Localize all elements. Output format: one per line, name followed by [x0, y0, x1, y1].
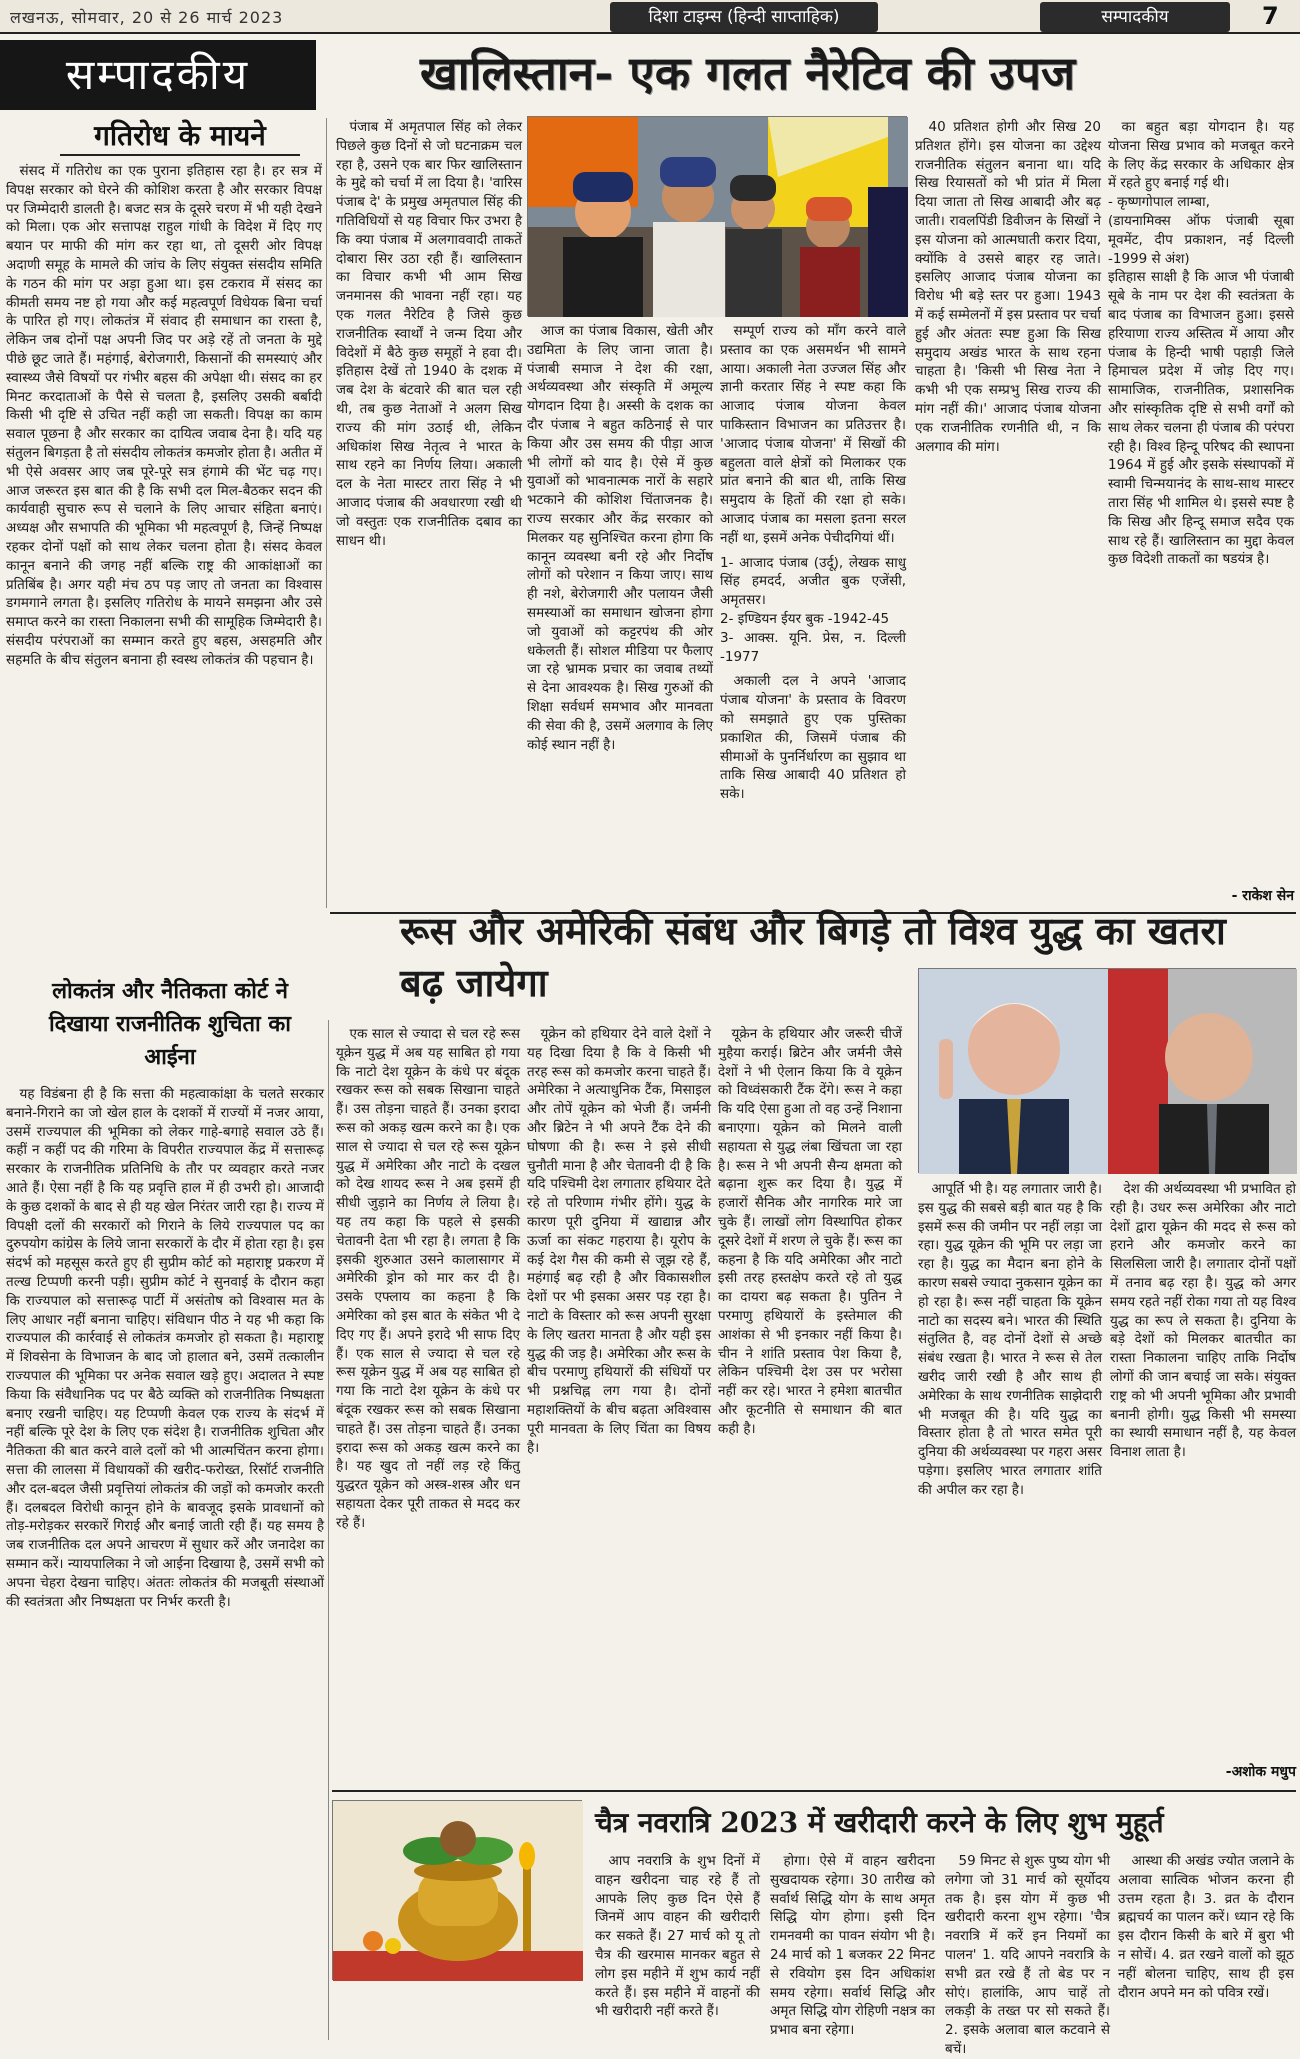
khalistan-column-1	[336, 118, 522, 908]
column-divider	[328, 1020, 329, 2040]
khalistan-column-3	[720, 322, 906, 908]
navratri-column-1	[595, 1852, 760, 2040]
russia-article-headline: रूस और अमेरिकी संबंध और बिगड़े तो विश्व युद्ध का खतरा बढ़ जायेगा	[400, 908, 1226, 1005]
navratri-text-3: 59 मिनट से शुरू पुष्य योग भी लगेगा जो 31 मार्च को सूर्योदय तक है। इस योग में कुछ भी खरीदारी करना शुभ रहेगा। 'चैत्र नवरात्रि में करें इन नियमों का पालन' 1. यदि आपने नवरात्रि के सभी व्रत रखे हैं तो बेड पर न सोएं। हालांकि, आप चाहें तो लकड़ी के तख्त पर सो सकते हैं। 2. इसके अलावा बाल कटवाने से बचें।	[945, 1853, 1110, 2057]
navratri-text-2: होगा। ऐसे में वाहन खरीदना सुखदायक रहेगा। 30 तारीख को सर्वार्थ सिद्धि योग के साथ अमृत सिद्धि योग होगा। इसी दिन रामनवमी का पावन संयोग भी है। 24 मार्च को 1 बजकर 22 मिनट से रवियोग इस दिन अधिकांश समय रहेगा। सर्वार्थ सिद्धि और अमृत सिद्धि योग रोहिणी नक्षत्र का प्रभाव बना रहेगा।	[770, 1853, 935, 2039]
column-divider	[326, 118, 327, 908]
navratri-column-2	[770, 1852, 935, 2040]
khalistan-references: 1- आजाद पंजाब (उर्दू), लेखक साधु सिंह हमदर्द, अजीत बुक एजेंसी, अमृतसर। 2- इण्डियन ईयर बुक -1942-45 3- आक्स. यूनि. प्रेस, न. दिल्ली -1977	[720, 554, 906, 665]
left-article-body	[6, 162, 322, 907]
democracy-article-body	[6, 1085, 324, 2040]
navratri-text-1: आप नवरात्रि के शुभ दिनों में वाहन खरीदना चाह रहे हैं तो आपके लिए कुछ दिन ऐसे हैं जिनमें आप वाहन की खरीदारी कर सकते हैं। 27 मार्च को यू तो चैत्र की खरमास मानकर बहुत से लोग इस महीने में शुभ कार्य नहीं करते हैं। इस महीने में वाहनों की भी खरीदारी नहीं करते हैं।	[595, 1853, 760, 2020]
khalistan-column-5	[1108, 118, 1294, 888]
navratri-photo	[332, 1800, 582, 1980]
russia-text-4: आपूर्ति भी है। यह लगातार जारी है। इस युद्ध की सबसे बड़ी बात यह है कि इसमें रूस की जमीन पर नहीं लड़ा जा रहा। युद्ध यूक्रेन की भूमि पर लड़ा जा रहा है। युद्ध का मैदान बना होने के कारण सबसे ज्यादा नुकसान यूक्रेन का हो रहा है। रूस नहीं चाहता कि यूक्रेन नाटो का सदस्य बने। भारत की स्थिति संतुलित है, वह दोनों देशों से अच्छे संबंध रखता है। भारत ने रूस से तेल खरीद जारी रखी है और साथ ही अमेरिका के साथ रणनीतिक साझेदारी भी मजबूत की है। यदि युद्ध का विस्तार होता है तो भारत समेत पूरी दुनिया की अर्थव्यवस्था पर गहरा असर पड़ेगा। इसलिए भारत लगातार शांति की अपील कर रहा है।	[918, 1181, 1102, 1498]
left-article-headline: गतिरोध के मायने	[60, 118, 300, 156]
russia-column-2	[527, 1025, 711, 1777]
khalistan-text-4: अकाली दल ने अपने 'आजाद पंजाब योजना' के प्रस्ताव के विवरण को समझाते हुए एक पुस्तिका प्रकाशित की, जिसमें पंजाब की सीमाओं के पुनर्निर्धारण का सुझाव था ताकि सिख आबादी 40 प्रतिशत हो सके।	[720, 673, 906, 803]
page-number: 7	[1262, 2, 1279, 30]
russia-text-3: यूक्रेन के हथियार और जरूरी चीजें मुहैया कराई। ब्रिटेन और जर्मनी जैसे देशों ने भी ऐलान किया कि वे यूक्रेन को विध्वंसकारी टैंक देंगे। रूस ने कहा कि यदि ऐसा हुआ तो वह उन्हें निशाना बनाएगा। यूक्रेन को मिलने वाली सहायता से युद्ध लंबा खिंचता जा रहा है। रूस ने भी अपनी सैन्य क्षमता को बढ़ाना शुरू कर दिया है। युद्ध में हजारों सैनिक और नागरिक मारे जा चुके हैं। लाखों लोग विस्थापित होकर दूसरे देशों में शरण ले चुके हैं। रूस का कहना है कि यदि अमेरिका और नाटो इसी तरह हस्तक्षेप करते रहे तो युद्ध का दायरा बढ़ सकता है। पुतिन ने परमाणु हथियारों के इस्तेमाल की आशंका से भी इनकार नहीं किया है। चीन ने शांति प्रस्ताव पेश किया है, लेकिन पश्चिमी देश उस पर भरोसा नहीं कर रहे। भारत ने हमेशा बातचीत और कूटनीति से समाधान की बात कही है।	[718, 1026, 902, 1437]
khalistan-column-2	[527, 322, 713, 908]
russia-text-1: एक साल से ज्यादा से चल रहे रूस यूक्रेन युद्ध में अब यह साबित हो गया कि नाटो देश यूक्रेन के कंधे पर बंदूक रखकर रूस को सबक सिखाना चाहते हैं। उस तोड़ना चाहते हैं। उनका इरादा रूस को अकड़ खत्म करने का है। एक साल से ज्यादा से चल रहे रूस यूक्रेन युद्ध में अमेरिका और नाटो के दखल को देख शायद रूस ने अब इसमें ही सीधी जुड़ाने का निर्णय ले लिया है। यह तय कहा कि पहले से इसकी चेतावनी देता भी रहा है। लगता है कि इसकी शुरुआत उसने कालासागर में अमेरिकी ड्रोन को मार कर दी है। उसके एफ्लाय का कहना है कि अमेरिका को इस बात के संकेत भी दे दिए गए हैं। अपने इरादे भी साफ दिए हैं। एक साल से ज्यादा से चल रहे रूस यूक्रेन युद्ध में अब यह साबित हो गया कि नाटो देश यूक्रेन के कंधे पर बंदूक रखकर रूस को सबक सिखाना चाहते हैं। उस तोड़ना चाहते हैं। उनका इरादा रूस को अकड़ खत्म करने का है। यह खुद तो नहीं लड़ रहे किंतु युद्धरत यूक्रेन को अस्त्र-शस्त्र और धन सहायता देकर पूरी ताकत से मदद कर रहे हैं।	[336, 1026, 520, 1531]
khalistan-text-2: आज का पंजाब विकास, खेती और उद्यमिता के लिए जाना जाता है। पंजाबी समाज ने देश की रक्षा, अर्थव्यवस्था और संस्कृति में अमूल्य योगदान दिया है। अस्सी के दशक का दौर पंजाब ने बहुत कठिनाई से पार किया और उस समय की पीड़ा आज भी लोगों को याद है। ऐसे में कुछ युवाओं को भावनात्मक नारों के सहारे भटकाने की कोशिश चिंताजनक है। राज्य सरकार और केंद्र सरकार को मिलकर यह सुनिश्चित करना होगा कि कानून व्यवस्था बनी रहे और निर्दोष लोगों को परेशान न किया जाए। साथ ही नशे, बेरोजगारी और पलायन जैसी समस्याओं का समाधान खोजना होगा जो युवाओं को कट्टरपंथ की ओर धकेलती हैं। सोशल मीडिया पर फैलाए जा रहे भ्रामक प्रचार का जवाब तथ्यों से देना आवश्यक है। सिख गुरुओं की शिक्षा सर्वधर्म समभाव और मानवता की सेवा की है, उसमें अलगाव के लिए कोई स्थान नहीं है।	[527, 323, 713, 753]
russia-column-3	[718, 1025, 902, 1777]
issue-date: लखनऊ, सोमवार, 20 से 26 मार्च 2023	[10, 8, 284, 27]
khalistan-text-1: पंजाब में अमृतपाल सिंह को लेकर पिछले कुछ दिनों से जो घटनाक्रम चल रहा है, उसने एक बार फिर खालिस्तान के मुद्दे को चर्चा में ला दिया है। 'वारिस पंजाब दे' के प्रमुख अमृतपाल सिंह की गतिविधियों से यह विचार फिर उभरा है कि क्या पंजाब में अलगाववादी ताकतें दोबारा सिर उठा रही हैं। खालिस्तान का विचार कभी भी आम सिख जनमानस की भावना नहीं रहा। यह एक गलत नैरेटिव है जिसे कुछ राजनीतिक स्वार्थों ने जन्म दिया और विदेशों में बैठे कुछ समूहों ने हवा दी। इतिहास देखें तो 1940 के दशक में जब देश के बंटवारे की बात चल रही थी, तब कुछ नेताओं ने अलग सिख राज्य की मांग उठाई थी, लेकिन अधिकांश सिख नेतृत्व ने भारत के साथ रहने का निर्णय लिया। अकाली दल के नेता मास्टर तारा सिंह ने भी आजाद पंजाब की अवधारणा रखी थी जो वस्तुतः एक राजनीतिक दबाव का साधन थी।	[336, 119, 522, 549]
main-headline: खालिस्तान- एक गलत नैरेटिव की उपज	[420, 46, 1076, 100]
leaders-photo	[918, 968, 1296, 1173]
russia-column-1	[336, 1025, 520, 1777]
khalistan-author: - राकेश सेन	[1231, 888, 1294, 904]
democracy-article-headline: लोकतंत्र और नैतिकता कोर्ट ने दिखाया राजनीतिक शुचिता का आईना	[48, 978, 292, 1070]
khalistan-text-6: का बहुत बड़ा योगदान है। यह योजना सिख प्रभाव को मजबूत करने के लिए केंद्र सरकार के अधिकार क्षेत्र में रहते हुए बनाई गई थी। - कृष्णगोपाल लाम्बा, (डायनामिक्स ऑफ पंजाबी सूबा मूवमेंट, दीप प्रकाशन, नई दिल्ली -1999 से अंश) इतिहास साक्षी है कि आज भी पंजाबी सूबे के नाम पर देश की स्वतंत्रता के बाद पंजाब का विभाजन हुआ। इससे हरियाणा राज्य अस्तित्व में आया और पंजाब के हिन्दी भाषी पहाड़ी जिले हिमाचल प्रदेश में जोड़ दिए गए। सामाजिक, राजनीतिक, प्रशासनिक और सांस्कृतिक दृष्टि से सभी वर्गों को साथ लेकर चलना ही पंजाब की परंपरा रही है। विश्व हिन्दू परिषद की स्थापना 1964 में हुई और इसके संस्थापकों में स्वामी चिन्मयानंद के साथ-साथ मास्टर तारा सिंह भी शामिल थे। इससे स्पष्ट है कि सिख और हिन्दू समाज सदैव एक साथ रहे हैं। खालिस्तान का मुद्दा केवल कुछ विदेशी ताकतों का षडयंत्र है।	[1108, 119, 1294, 568]
navratri-photo-graphic	[333, 1801, 583, 1981]
navratri-column-3	[945, 1852, 1110, 2057]
navratri-text-4: आस्था की अखंड ज्योत जलाने के अलावा सात्विक भोजन करना ही उत्तम रहता है। 3. व्रत के दौरान ब्रह्मचर्य का पालन करें। ध्यान रहे कि इस दौरान किसी के बारे में बुरा भी न सोचें। 4. व्रत रखने वालों को झूठ नहीं बोलना चाहिए, साथ ही इस दौरान अपने मन को पवित्र रखें।	[1118, 1853, 1294, 2001]
section-header: सम्पादकीय	[0, 40, 316, 110]
democracy-article-text: यह विडंबना ही है कि सत्ता की महत्वाकांक्षा के चलते सरकार बनाने-गिराने का जो खेल हाल के दशकों में राज्यों में नजर आया, उसमें राज्यपाल की भूमिका को लेकर गाहे-बगाहे सवाल उठे हैं। कहीं न कहीं पद की गरिमा के विपरीत राज्यपाल केंद्र में सत्तारूढ़ सरकार के राजनीतिक प्रतिनिधि के तौर पर व्यवहार करते नजर आते हैं। ऐसा नहीं है कि यह प्रवृत्ति हाल में ही उभरी हो। आजादी के कुछ दशकों के बाद से ही यह खेल निरंतर जारी रहा है। राज्य में विपक्षी दलों की सरकारों को गिराने के लिये राज्यपाल पद का दुरुपयोग कांग्रेस के लिये जाना सरकारों के दौर में होता रहा है। इस संदर्भ को महसूस करते हुए ही सुप्रीम कोर्ट को महाराष्ट्र प्रकरण में तल्ख टिप्पणी करनी पड़ी। सुप्रीम कोर्ट ने सुनवाई के दौरान कहा कि राज्यपाल को सत्तारूढ़ पार्टी में असंतोष को विश्वास मत के लिए आधार नहीं बनाना चाहिए। संविधान पीठ ने यह भी कहा कि राज्यपाल की कार्रवाई से लोकतंत्र कमजोर हो सकता है। महाराष्ट्र में शिवसेना के विभाजन के बाद जो हालात बने, उसमें तत्कालीन राज्यपाल की भूमिका पर अनेक सवाल खड़े हुए। अदालत ने स्पष्ट किया कि संवैधानिक पद पर बैठे व्यक्ति को राजनीतिक निष्पक्षता बनाए रखनी चाहिए। यह टिप्पणी केवल एक राज्य के संदर्भ में नहीं बल्कि पूरे देश के लिए एक संदेश है। राजनीतिक शुचिता और नैतिकता की बात करने वाले दलों को भी आत्मचिंतन करना होगा। सत्ता की लालसा में विधायकों की खरीद-फरोख्त, रिसॉर्ट राजनीति और दल-बदल जैसी प्रवृत्तियां लोकतंत्र की जड़ों को कमजोर करती हैं। दलबदल विरोधी कानून होने के बावजूद इसके प्रावधानों को तोड़-मरोड़कर सरकारें गिराई और बनाई जाती रही हैं। यह समय है जब राजनीतिक दल अपने आचरण में सुधार करें और जनादेश का सम्मान करें। न्यायपालिका ने जो आईना दिखाया है, उसमें सभी को अपना चेहरा देखना चाहिए। अंततः लोकतंत्र की मजबूती संस्थाओं की स्वतंत्रता और निष्पक्षता पर निर्भर करती है।	[6, 1086, 324, 1610]
khalistan-text-5: 40 प्रतिशत होगी और सिख 20 प्रतिशत होंगे। इस योजना का उद्देश्य राजनीतिक संतुलन बनाना था। यदि सिख रियासतों को भी प्रांत में मिला दिया जाता तो सिख आबादी और बढ़ जाती। रावलपिंडी डिवीजन के सिखों ने इस योजना को आत्मघाती करार दिया, क्योंकि वे उससे बाहर रह जाते। इसलिए आजाद पंजाब योजना का विरोध भी बड़े स्तर पर हुआ। 1943 में कई सम्मेलनों में इस प्रस्ताव पर चर्चा हुई और अंततः स्पष्ट हुआ कि सिख समुदाय अखंड भारत के साथ रहना चाहता है। 'किसी भी सिख नेता ने कभी भी एक सम्प्रभु सिख राज्य की मांग नहीं की।' आजाद पंजाब योजना एक राजनीतिक रणनीति थी, न कि अलगाव की मांग।	[915, 119, 1101, 455]
khalistan-photo	[527, 116, 907, 316]
publication-name: दिशा टाइम्स (हिन्दी साप्ताहिक)	[610, 2, 878, 32]
russia-text-2: यूक्रेन को हथियार देने वाले देशों ने यह दिखा दिया है कि वे किसी भी तरह रूस को कमजोर करना चाहते हैं। अमेरिका ने अत्याधुनिक टैंक, मिसाइल और तोपें यूक्रेन को भेजी हैं। जर्मनी और ब्रिटेन ने भी अपने टैंक देने की घोषणा की है। रूस ने इसे सीधी चुनौती माना है और चेतावनी दी है कि यदि पश्चिमी देश लगातार हथियार देते रहे तो परिणाम गंभीर होंगे। युद्ध के कारण पूरी दुनिया में खाद्यान्न और ऊर्जा का संकट गहराया है। यूरोप के कई देश गैस की कमी से जूझ रहे हैं, महंगाई बढ़ रही है और विकासशील देशों पर भी इसका असर पड़ रहा है। नाटो के विस्तार को रूस अपनी सुरक्षा के लिए खतरा मानता है और यही इस युद्ध की जड़ है। अमेरिका और रूस के बीच परमाणु हथियारों की संधियों पर भी प्रश्नचिह्न लग गया है। दोनों महाशक्तियों के बीच बढ़ता अविश्वास पूरी मानवता के लिए चिंता का विषय है।	[527, 1026, 711, 1456]
khalistan-photo-graphic	[528, 117, 908, 317]
navratri-column-4	[1118, 1852, 1294, 2040]
navratri-article-headline: चैत्र नवरात्रि 2023 में खरीदारी करने के लिए शुभ मुहूर्त	[595, 1806, 1164, 1839]
khalistan-column-4	[915, 118, 1101, 908]
section-divider	[332, 1790, 1296, 1792]
russia-text-5: देश की अर्थव्यवस्था भी प्रभावित हो रही है। उधर रूस अमेरिका और नाटो देशों द्वारा यूक्रेन की मदद से रूस को हराने और कमजोर करने का सिलसिला जारी है। लगातार दोनों पक्षों में तनाव बढ़ रहा है। युद्ध को अगर समय रहते नहीं रोका गया तो यह विश्व युद्ध का रूप ले सकता है। दुनिया के बड़े देशों को मिलकर बातचीत का रास्ता निकालना चाहिए ताकि निर्दोष लोगों की जान बचाई जा सके। संयुक्त राष्ट्र को भी अपनी भूमिका और प्रभावी बनानी होगी। युद्ध किसी भी समस्या का स्थायी समाधान नहीं है, यह केवल विनाश लाता है।	[1110, 1181, 1296, 1461]
leaders-photo-graphic	[919, 969, 1297, 1174]
khalistan-text-3: सम्पूर्ण राज्य को माँग करने वाले प्रस्ताव का एक असमर्थन भी सामने आया। अकाली नेता उज्जल सिंह और ज्ञानी करतार सिंह ने स्पष्ट कहा कि आजाद पंजाब योजना केवल पाकिस्तान विभाजन का प्रतिउत्तर है। 'आजाद पंजाब योजना' में सिखों की बहुलता वाले क्षेत्रों को मिलाकर एक प्रांत बनाने की बात थी, ताकि सिख समुदाय के हितों की रक्षा हो सके। आजाद पंजाब का मसला इतना सरल नहीं था, इसमें अनेक पेचीदगियां थीं।	[720, 323, 906, 546]
russia-column-5	[1110, 1180, 1296, 1760]
section-tag: सम्पादकीय	[1040, 2, 1230, 32]
left-article-text: संसद में गतिरोध का एक पुराना इतिहास रहा है। हर सत्र में विपक्ष सरकार को घेरने की कोशिश करता है और सरकार विपक्ष पर जिम्मेदारी डालती है। बजट सत्र के दूसरे चरण में भी यही देखने को मिला। एक ओर सत्तापक्ष राहुल गांधी के विदेश में दिए गए बयान पर माफी की मांग कर रहा था, तो दूसरी ओर विपक्ष अदाणी समूह के मामले की जांच के लिए संयुक्त संसदीय समिति के गठन की मांग पर अड़ा हुआ था। इस टकराव में संसद का कीमती समय नष्ट हो गया और कई महत्वपूर्ण विधेयक बिना चर्चा के पारित हो गए। लोकतंत्र में संवाद ही समाधान का रास्ता है, लेकिन जब दोनों पक्ष अपनी जिद पर अड़े रहें तो जनता के मुद्दे पीछे छूट जाते हैं। महंगाई, बेरोजगारी, किसानों की समस्याएं और स्वास्थ्य जैसे विषयों पर गंभीर बहस की अपेक्षा थी। संसद का हर मिनट करदाताओं के पैसे से चलता है, इसलिए उसकी बर्बादी किसी भी दृष्टि से उचित नहीं कही जा सकती। विपक्ष का काम सवाल पूछना है और सरकार का दायित्व जवाब देना है। यदि यह संतुलन बिगड़ता है तो संसदीय लोकतंत्र कमजोर होता है। अतीत में भी ऐसे अवसर आए जब पूरे-पूरे सत्र हंगामे की भेंट चढ़ गए। आज जरूरत इस बात की है कि सभी दल मिल-बैठकर सदन की कार्यवाही सुचारु रूप से चलाने के लिए आचार संहिता बनाएं। अध्यक्ष और सभापति की भूमिका भी महत्वपूर्ण है, जिन्हें निष्पक्ष रहकर दोनों पक्षों को साथ लेकर चलना होता है। संसद केवल कानून बनाने की जगह नहीं बल्कि राष्ट्र की आकांक्षाओं का प्रतिबिंब है। अगर यही मंच ठप पड़ जाए तो जनता का विश्वास डगमगाने लगता है। इसलिए गतिरोध के मायने समझना और उसे समाप्त करने का रास्ता निकालना सभी की सामूहिक जिम्मेदारी है। संसदीय परंपराओं का सम्मान करते हुए बहस, असहमति और सहमति के बीच संतुलन बनाना ही स्वस्थ लोकतंत्र की पहचान है।	[6, 163, 322, 668]
russia-column-4	[918, 1180, 1102, 1777]
russia-author: -अशोक मधुप	[1225, 1764, 1296, 1780]
